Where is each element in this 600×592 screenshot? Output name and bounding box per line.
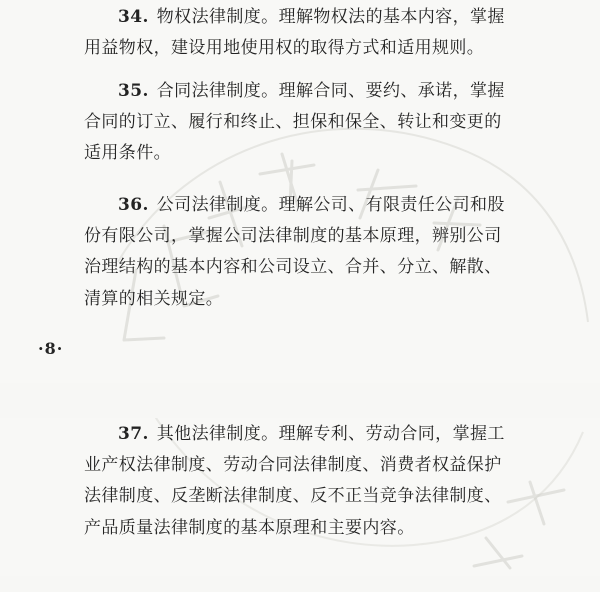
paragraph-35-number: 35. bbox=[118, 81, 149, 101]
paragraph-37-text-1: 其他法律制度。理解专利、劳动合同，掌握工 bbox=[156, 424, 505, 444]
paragraph-37 bbox=[84, 419, 572, 544]
paragraph-36-line-2: 份有限公司，掌握公司法律制度的基本原理，辨别公司 bbox=[84, 226, 502, 247]
paragraph-36-line-1 bbox=[84, 190, 572, 221]
paragraph-35-line-2: 合同的订立、履行和终止、担保和保全、转让和变更的 bbox=[84, 112, 502, 133]
paragraph-37-number: 37. bbox=[118, 424, 149, 444]
paragraph-36-line-4: 清算的相关规定。 bbox=[84, 288, 224, 309]
paragraph-34-number: 34. bbox=[118, 7, 149, 27]
paragraph-34-line-1 bbox=[84, 2, 572, 33]
paragraph-35-line-3: 适用条件。 bbox=[84, 143, 171, 164]
paragraph-37-line-3: 法律制度、反垄断法律制度、反不正当竞争法律制度、 bbox=[84, 486, 502, 507]
paragraph-36-number: 36. bbox=[118, 195, 149, 215]
page-break-gap bbox=[0, 383, 600, 418]
page-number: ·8· bbox=[38, 339, 64, 358]
paragraph-35-text-1: 合同法律制度。理解合同、要约、承诺，掌握 bbox=[156, 81, 505, 101]
paragraph-37-line-4: 产品质量法律制度的基本原理和主要内容。 bbox=[84, 517, 415, 538]
paragraph-35-line-1 bbox=[84, 76, 572, 107]
paragraph-34-line-2: 用益物权，建设用地使用权的取得方式和适用规则。 bbox=[84, 38, 485, 59]
paragraph-35 bbox=[84, 76, 572, 170]
paragraph-34 bbox=[84, 2, 572, 64]
paragraph-37-line-1 bbox=[84, 419, 572, 450]
paragraph-36 bbox=[84, 190, 572, 315]
paragraph-36-text-1: 公司法律制度。理解公司、有限责任公司和股 bbox=[156, 195, 505, 215]
paragraph-34-text-1: 物权法律制度。理解物权法的基本内容，掌握 bbox=[156, 7, 505, 27]
paragraph-36-line-3: 治理结构的基本内容和公司设立、合并、分立、解散、 bbox=[84, 257, 502, 278]
paragraph-37-line-2: 业产权法律制度、劳动合同法律制度、消费者权益保护 bbox=[84, 455, 502, 476]
